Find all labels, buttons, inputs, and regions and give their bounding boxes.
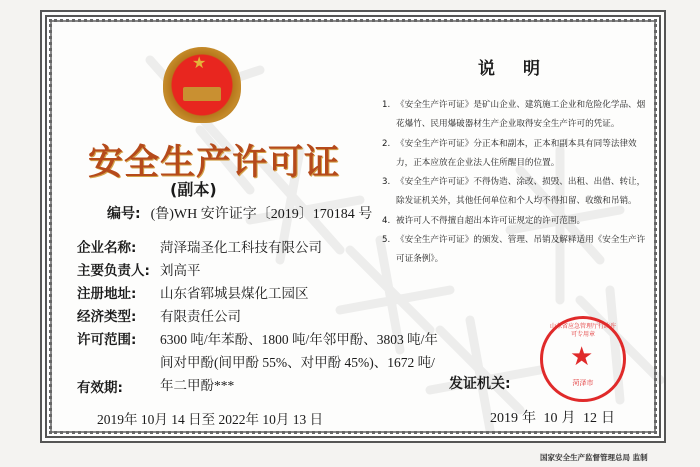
item-text: 《安全生产许可证》是矿山企业、建筑施工企业和危险化学品、烟花爆竹、民用爆破器材生产企业取得安全生产许可的凭证。	[396, 100, 646, 130]
footer-supervisor: 国家安全生产监督管理总局 监制	[540, 453, 648, 462]
field-label: 主要负责人:	[77, 263, 150, 279]
national-emblem-icon: ★	[163, 47, 241, 123]
item-number: 1.	[382, 100, 391, 110]
seal-bottom-text: 菏泽市	[572, 379, 594, 387]
day-unit: 日	[601, 411, 615, 426]
issue-year: 2019	[490, 411, 518, 426]
explanation-item	[382, 212, 650, 231]
explanation-item	[382, 96, 650, 135]
seal-text: 山东省应急管理厅行政许可专用章	[549, 323, 616, 338]
certificate-subtitle: (副本)	[170, 180, 217, 199]
item-number: 5.	[382, 235, 391, 246]
explanation-item	[382, 231, 650, 270]
item-number: 4.	[382, 215, 391, 226]
field-value: 山东省郓城县煤化工园区	[160, 286, 309, 301]
certificate-title: 安全生产许可证	[88, 143, 341, 183]
item-text: 被许可人不得擅自超出本许可证规定的许可范围。	[396, 215, 586, 226]
year-unit: 年	[522, 411, 536, 426]
field-label: 许可范围:	[77, 332, 137, 348]
explanation-item	[382, 135, 650, 174]
field-label: 有效期:	[77, 380, 123, 396]
field-label: 注册地址:	[77, 286, 137, 302]
field-label: 经济类型:	[77, 309, 137, 325]
field-validity	[77, 376, 160, 396]
field-label: 企业名称:	[77, 240, 137, 256]
item-text: 《安全生产许可证》分正本和副本，正本和副本具有同等法律效力，正本应放在企业法人住所醒目的位置。	[396, 138, 637, 168]
field-value: 有限责任公司	[160, 309, 241, 324]
item-text: 《安全生产许可证》不得伪造、涂改、损毁、出租、出借、转让，除发证机关外，其他任何单位和个人均不得扣留、收缴和吊销。	[396, 177, 646, 207]
certificate-number	[107, 203, 372, 223]
cert-number-value: (鲁)WH 安许证字〔2019〕170184 号	[150, 207, 373, 222]
explanation-heading: 说明	[478, 59, 568, 79]
cert-number-label: 编号:	[107, 206, 141, 222]
item-text: 《安全生产许可证》的颁发、管理、吊销及解释适用《安全生产许可证条例》。	[396, 235, 646, 265]
field-address	[77, 282, 445, 305]
field-economic-type	[77, 305, 445, 328]
official-seal	[540, 316, 626, 402]
explanation-item	[382, 173, 650, 212]
item-number: 3.	[382, 177, 391, 188]
issue-day: 12	[583, 411, 597, 426]
issue-date	[490, 407, 619, 427]
field-value: 菏泽瑞圣化工科技有限公司	[160, 240, 322, 255]
validity-dates: 2019年 10月 14 日至 2022年 10月 13 日	[97, 412, 324, 427]
explanation-list	[382, 96, 650, 270]
star-icon: ★	[570, 342, 594, 371]
month-unit: 月	[561, 411, 576, 426]
issue-month: 10	[543, 411, 558, 426]
item-number: 2.	[382, 138, 391, 149]
issuer-label: 发证机关:	[449, 376, 511, 392]
field-value: 刘高平	[160, 263, 201, 278]
field-value: 6300 吨/年苯酚、1800 吨/年邻甲酚、3803 吨/年间对甲酚(间甲酚 55%、对甲酚 45%)、1672 吨/年二甲酚***	[160, 332, 438, 393]
